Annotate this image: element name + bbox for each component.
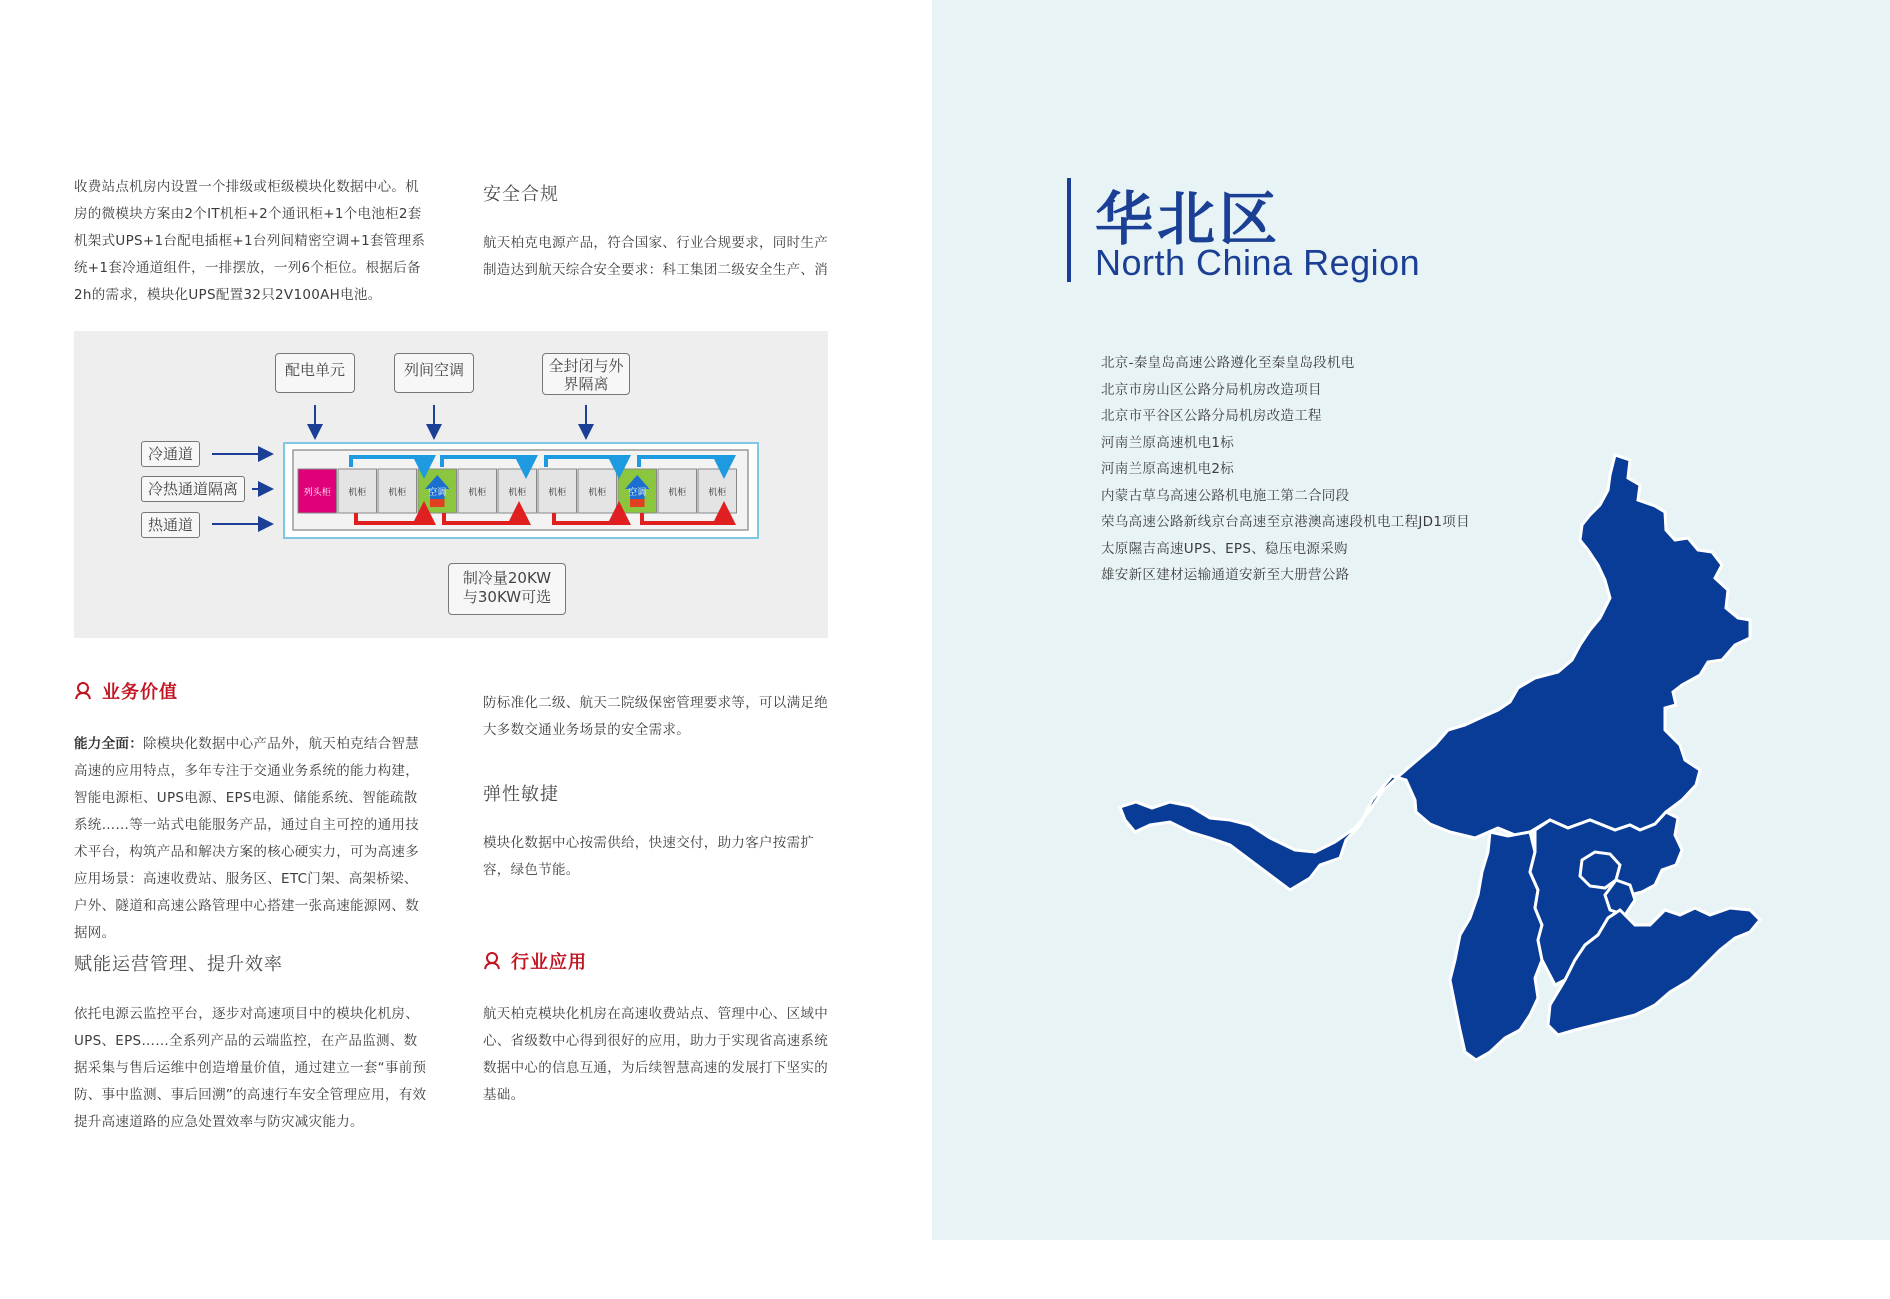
project-item: 北京市平谷区公路分局机房改造工程	[1101, 408, 1322, 424]
project-item: 太原隰吉高速UPS、EPS、稳压电源采购	[1101, 540, 1348, 557]
label-cold-aisle: 冷通道	[141, 441, 200, 467]
project-item: 河南兰原高速机电2标	[1101, 461, 1235, 477]
north-china-map	[1110, 440, 1790, 1100]
label-aisle-isolation: 冷热通道隔离	[141, 476, 245, 502]
cooling-note	[448, 563, 566, 615]
business-text: 除模块化数据中心产品外，航天柏克结合智慧高速的应用特点，多年专注于交通业务系统的能力构建，智能电源柜、UPS电源、EPS电源、储能系统、智能疏散系统……等一站式电能服务产品，通过自主可控的通用技术平台，构筑产品和解决方案的核心硬实力，可为高速多应用场景：高速收费站、服务区、ETC门架、高架桥梁、户外、隧道和高速公路管理中心搭建一张高速能源网、数据网。	[74, 736, 419, 941]
industry-title: 行业应用	[511, 952, 587, 973]
region-title-en: North China Region	[1095, 242, 1421, 283]
safety-text: 航天柏克电源产品，符合国家、行业合规要求，同时生产制造达到航天综合安全要求：科工集团二级安全生产、消	[483, 235, 828, 278]
cabinet-label: 机柜	[708, 488, 727, 498]
cooling-note-line2: 与30KW可选	[462, 588, 552, 606]
cabinet-label: 机柜	[388, 488, 407, 498]
cabinet-label: 列头柜	[303, 488, 331, 498]
cabinet-label: 机柜	[588, 488, 607, 498]
project-item: 北京市房山区公路分局机房改造项目	[1101, 381, 1322, 398]
ops-text: 依托电源云监控平台，逐步对高速项目中的模块化机房、UPS、EPS……全系列产品的云端监控，在产品监测、数据采集与售后运维中创造增量价值，通过建立一套“事前预防、事中监测、事后回溯”的高速行车安全管理应用，有效提升高速道路的应急处置效率与防灾减灾能力。	[74, 1006, 427, 1130]
cabinet-label: 机柜	[668, 488, 687, 498]
cabinet-label: 机柜	[508, 488, 527, 498]
project-item: 北京-秦皇岛高速公路遵化至秦皇岛段机电	[1101, 355, 1355, 371]
intro-paragraph: 收费站点机房内设置一个排级或柜级模块化数据中心。机房的微模块方案由2个IT机柜+2个通讯柜+1个电池柜2套机架式UPS+1台配电插框+1台列间精密空调+1套管理系统+1套冷通道组件，一排摆放，一列6个柜位。根据后备2h的需求，模块化UPS配置32只2V100AH电池。	[74, 179, 426, 303]
region-title-cn: 华北区	[1095, 185, 1282, 253]
business-paragraph	[74, 731, 428, 947]
cabinet-label: 空调	[628, 488, 647, 498]
cabinet-label: 机柜	[348, 488, 367, 498]
project-item: 河南兰原高速机电1标	[1101, 434, 1235, 451]
industry-title-row	[483, 948, 587, 974]
project-item: 雄安新区建材运输通道安新至大册营公路	[1101, 567, 1350, 583]
industry-text: 航天柏克模块化机房在高速收费站点、管理中心、区域中心、省级数中心得到很好的应用，助力于实现省高速系统数据中心的信息互通，为后续智慧高速的发展打下坚实的基础。	[483, 1006, 828, 1103]
business-title: 业务价值	[102, 682, 178, 703]
person-icon	[483, 951, 503, 971]
cabinet-label: 机柜	[548, 488, 567, 498]
business-title-row	[74, 678, 178, 704]
map-region-shanxi	[1450, 832, 1542, 1060]
person-icon	[74, 681, 94, 701]
ac-heat-bar	[630, 499, 645, 507]
label-hot-aisle: 热通道	[141, 512, 200, 538]
project-item: 荣乌高速公路新线京台高速至京港澳高速段机电工程JD1项目	[1101, 514, 1470, 530]
business-lead: 能力全面：	[74, 736, 143, 752]
cabinet-label: 机柜	[468, 488, 487, 498]
title-accent-bar	[1067, 178, 1071, 282]
cabinet-label: 空调	[428, 488, 447, 498]
project-item: 内蒙古草乌高速公路机电施工第二合同段	[1101, 487, 1350, 504]
safety-title: 安全合规	[483, 184, 559, 205]
label-power-unit: 配电单元	[275, 353, 355, 393]
agile-text: 模块化数据中心按需供给，快速交付，助力客户按需扩容，绿色节能。	[483, 835, 815, 878]
label-sealed: 全封闭与外界隔离	[542, 353, 630, 395]
cooling-note-line1: 制冷量20KW	[462, 569, 552, 587]
module-diagram	[74, 331, 828, 638]
agile-title: 弹性敏捷	[483, 784, 559, 805]
label-inrow-ac: 列间空调	[394, 353, 474, 393]
safety-text-cont: 防标准化二级、航天二院级保密管理要求等，可以满足绝大多数交通业务场景的安全需求。	[483, 695, 828, 738]
ac-heat-bar	[430, 499, 445, 507]
ops-title: 赋能运营管理、提升效率	[74, 954, 283, 975]
